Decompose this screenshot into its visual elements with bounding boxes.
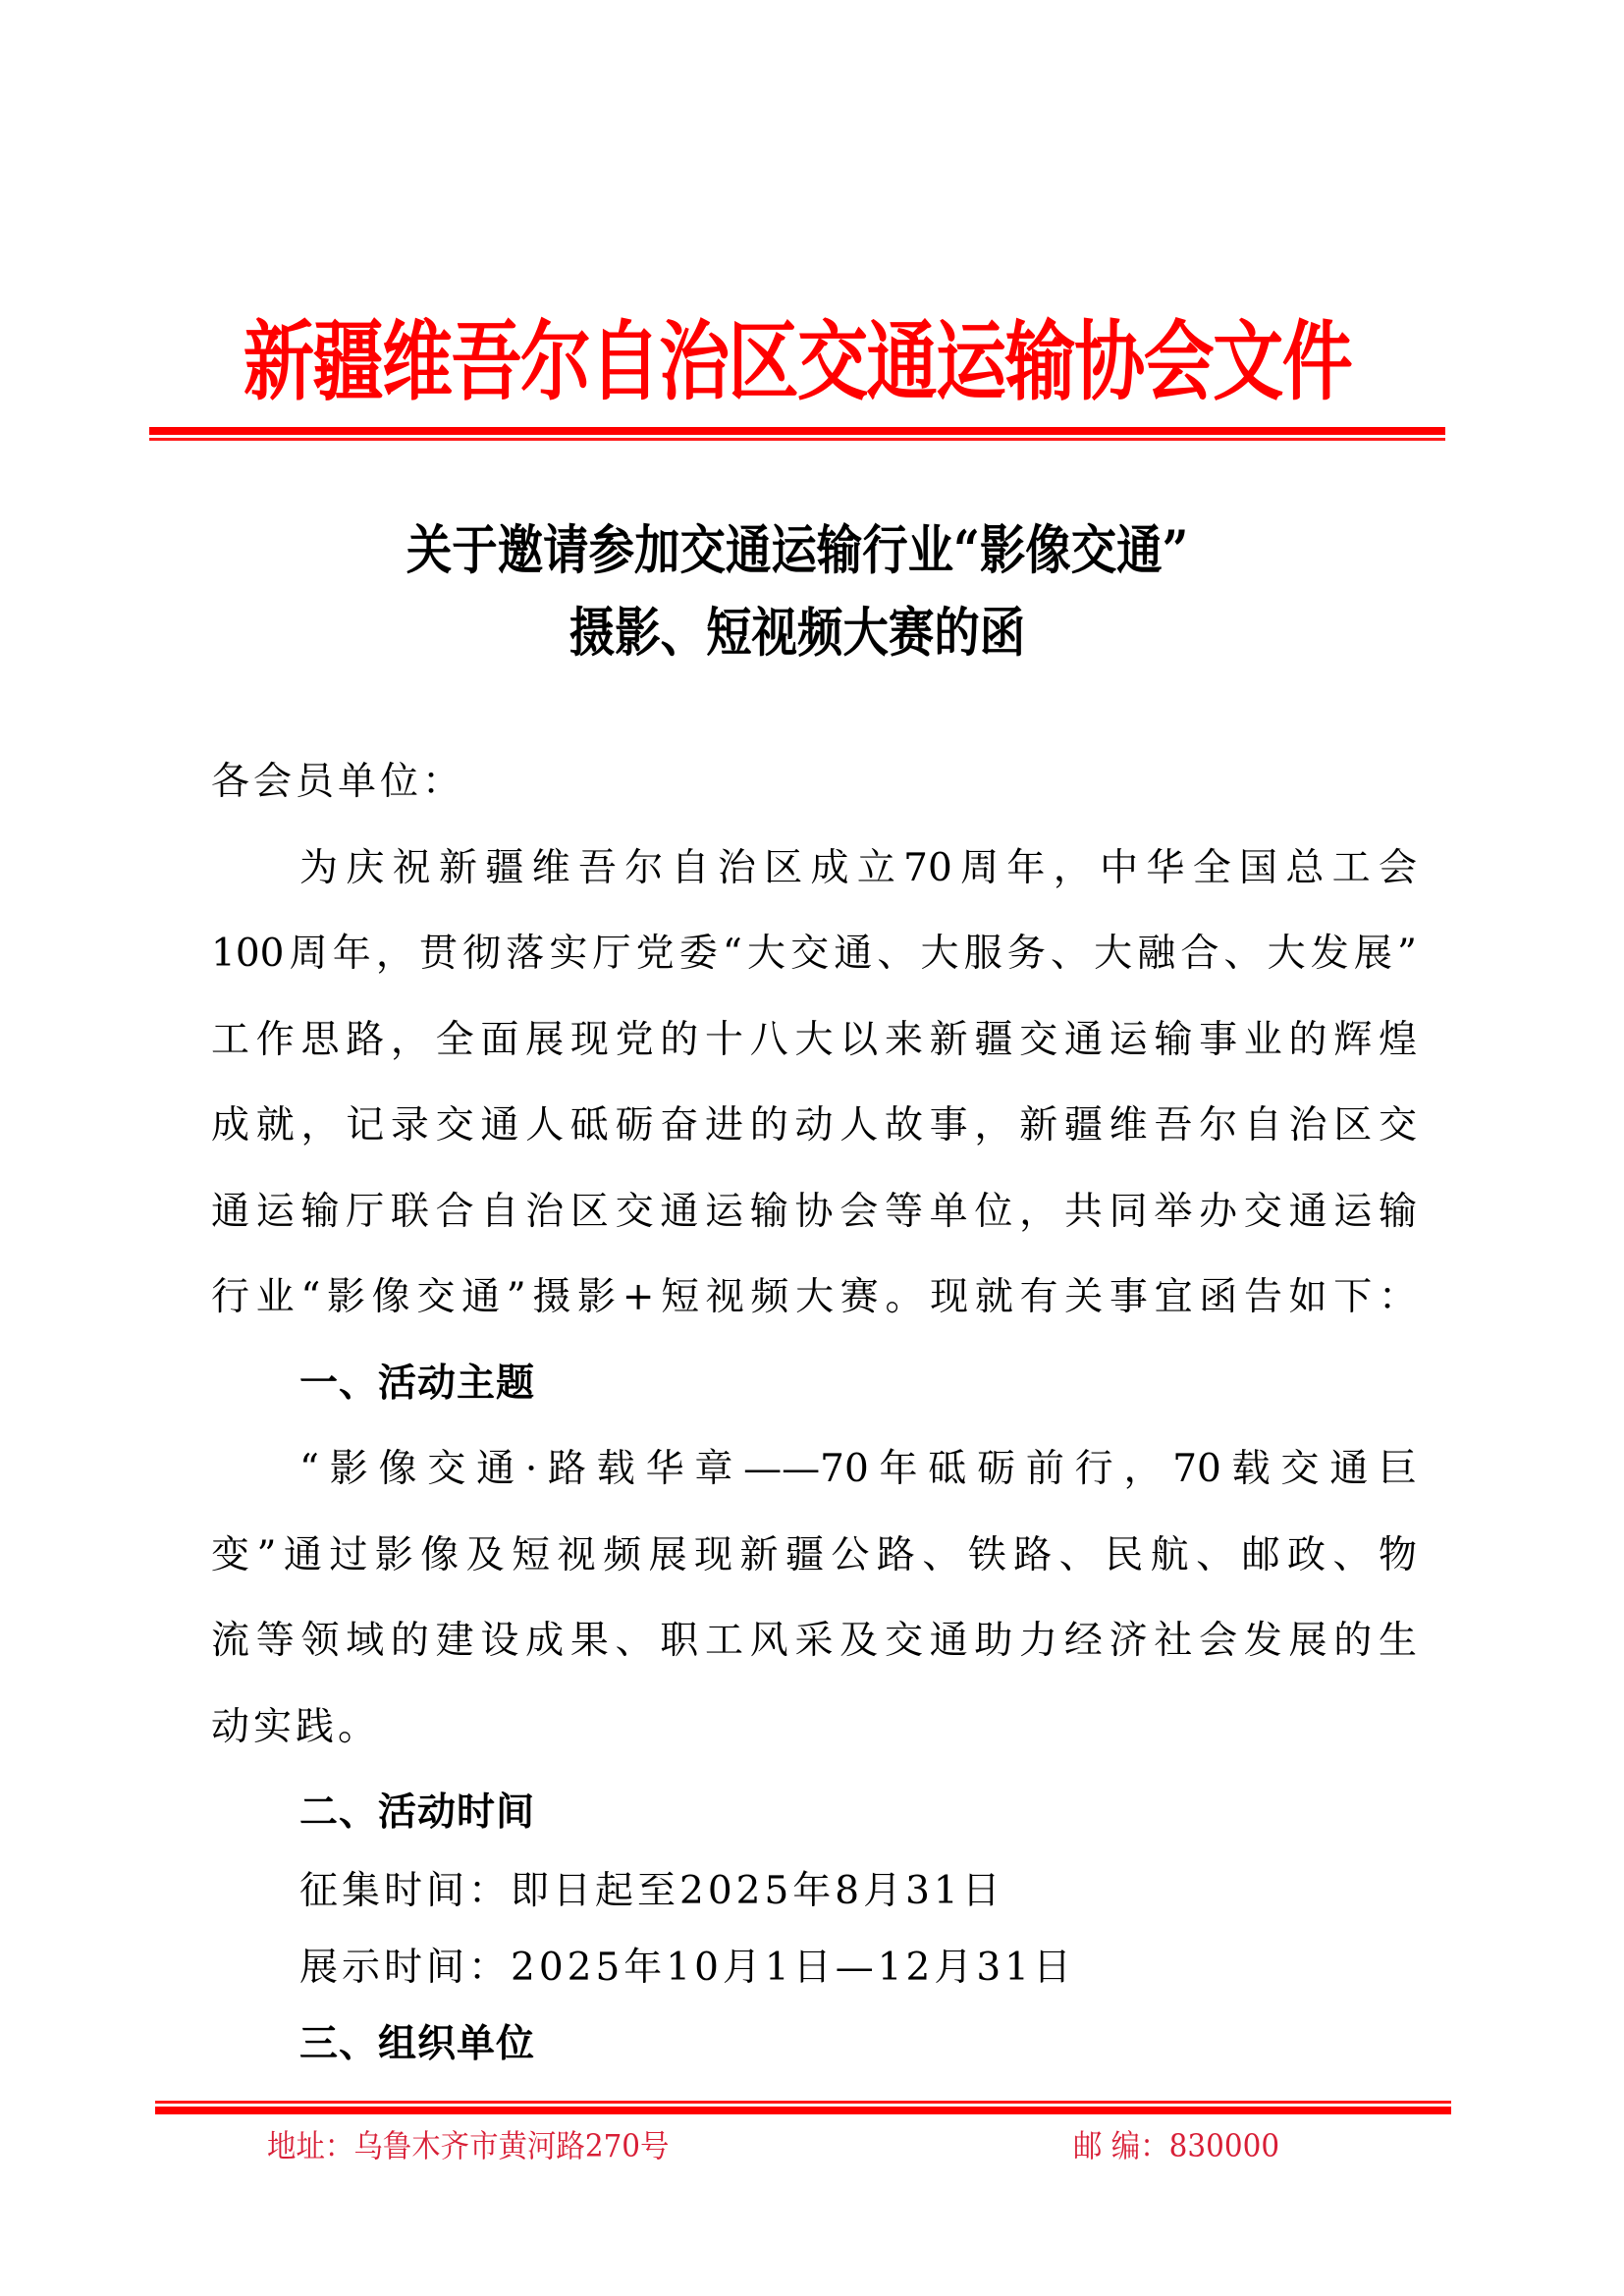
footer-postal-code-text: 邮 编：830000 [1073,2127,1280,2164]
intro-line: 通运输厅联合自治区交通运输协会等单位，共同举办交通运输 [211,1189,1417,1234]
section-line: 动实践。 [211,1704,381,1749]
section-line: 流等领域的建设成果、职工风采及交通助力经济社会发展的生 [211,1619,1417,1663]
letterhead-rule-thin [149,438,1445,441]
document-title-line-2 [149,603,1445,662]
intro-line: 工作思路，全面展现党的十八大以来新疆交通运输事业的辉煌 [211,1017,1417,1062]
footer-rule-thick [155,2107,1451,2114]
letterhead-title: 新疆维吾尔自治区交通运输协会文件 [243,310,1352,412]
document-body [211,751,1429,2100]
intro-line: 成就，记录交通人砥砺奋进的动人故事，新疆维吾尔自治区交 [211,1103,1417,1148]
intro-line: 100周年，贯彻落实厅党委“大交通、大服务、大融合、大发展” [211,932,1417,976]
display-time: 展示时间：2025年10月1日—12月31日 [299,1946,1075,1990]
document-title-text-2: 摄影、短视频大赛的函 [568,601,1026,664]
footer-rule-thin [155,2101,1451,2104]
letterhead-rule-thick [149,427,1445,435]
section-line: “影像交通·路载华章——70年砥砺前行，70载交通巨 [299,1447,1417,1491]
document-title-text-1: 关于邀请参加交通运输行业“影像交通” [406,518,1189,581]
letterhead [149,312,1445,410]
section-heading-theme: 一、活动主题 [299,1361,536,1406]
section-heading-time: 二、活动时间 [299,1790,536,1835]
collection-time: 征集时间：即日起至2025年8月31日 [299,1869,1004,1913]
document-title-line-1 [149,520,1445,579]
footer-address-text: 地址：乌鲁木齐市黄河路270号 [267,2127,670,2164]
section-line: 变”通过影像及短视频展现新疆公路、铁路、民航、邮政、物 [211,1532,1417,1577]
intro-line: 行业“影像交通”摄影+短视频大赛。现就有关事宜函告如下： [211,1275,1417,1319]
section-heading-organizers: 三、组织单位 [299,2022,536,2066]
footer-address [267,2124,704,2167]
footer-postal-code [1073,2124,1297,2167]
salutation: 各会员单位： [211,760,465,804]
intro-line: 为庆祝新疆维吾尔自治区成立70周年，中华全国总工会 [299,845,1417,890]
